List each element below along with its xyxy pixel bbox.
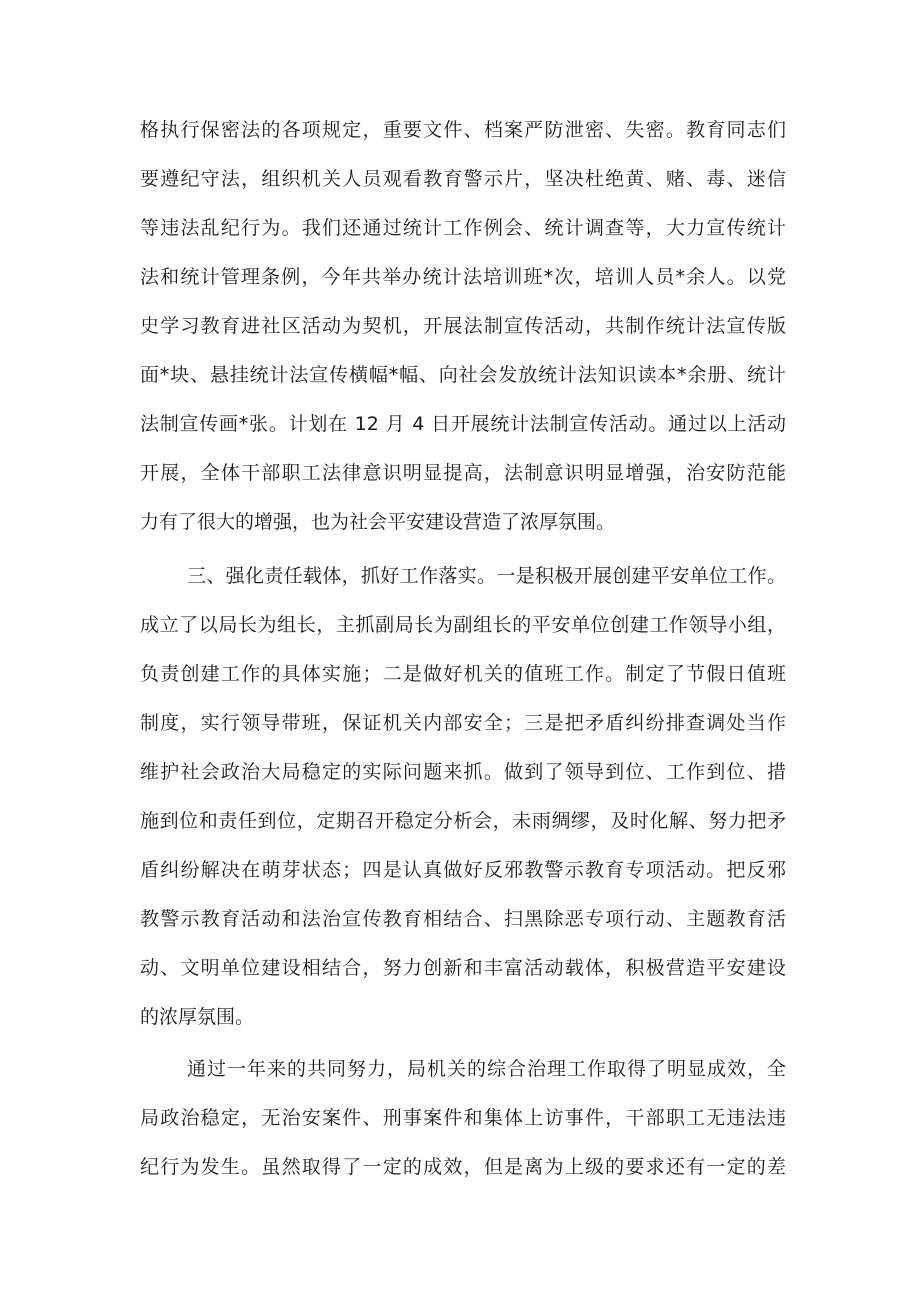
text-line: 制度，实行领导带班，保证机关内部安全；三是把矛盾纠纷排查调处当作 xyxy=(140,712,786,734)
paragraph-summary xyxy=(140,1060,786,1207)
text-line: 法制宣传画*张。计划在 12 月 4 日开展统计法制宣传活动。通过以上活动 xyxy=(140,413,786,435)
text-line: 格执行保密法的各项规定，重要文件、档案严防泄密、失密。教育同志们 xyxy=(140,119,786,141)
text-line: 通过一年来的共同努力，局机关的综合治理工作取得了明显成效，全 xyxy=(187,1058,786,1080)
text-line: 维护社会政治大局稳定的实际问题来抓。做到了领导到位、工作到位、措 xyxy=(140,761,786,783)
text-line: 的浓厚氛围。 xyxy=(140,1006,255,1028)
text-line: 面*块、悬挂统计法宣传横幅*幅、向社会发放统计法知识读本*余册、统计 xyxy=(140,364,786,386)
text-line: 局政治稳定，无治安案件、刑事案件和集体上访事件，干部职工无违法违 xyxy=(140,1107,786,1129)
text-line: 盾纠纷解决在萌芽状态；四是认真做好反邪教警示教育专项活动。把反邪 xyxy=(140,859,786,881)
text-line: 等违法乱纪行为。我们还通过统计工作例会、统计调查等，大力宣传统计 xyxy=(140,217,786,239)
text-line: 力有了很大的增强，也为社会平安建设营造了浓厚氛围。 xyxy=(140,511,616,533)
paragraph-responsibility xyxy=(140,567,786,1057)
text-line: 法和统计管理条例，今年共举办统计法培训班*次，培训人员*余人。以党 xyxy=(140,266,786,288)
text-line: 纪行为发生。虽然取得了一定的成效，但是离为上级的要求还有一定的差 xyxy=(140,1156,786,1178)
text-line: 负责创建工作的具体实施；二是做好机关的值班工作。制定了节假日值班 xyxy=(140,663,786,685)
text-line: 教警示教育活动和法治宣传教育相结合、扫黑除恶专项行动、主题教育活 xyxy=(140,908,786,930)
text-line: 施到位和责任到位，定期召开稳定分析会，未雨绸缪，及时化解、努力把矛 xyxy=(140,810,786,832)
text-line: 开展，全体干部职工法律意识明显提高，法制意识明显增强，治安防范能 xyxy=(140,462,786,484)
paragraph-publicity xyxy=(140,121,786,562)
text-line: 成立了以局长为组长，主抓副局长为副组长的平安单位创建工作领导小组， xyxy=(140,614,786,636)
text-line: 三、强化责任载体，抓好工作落实。一是积极开展创建平安单位工作。 xyxy=(187,565,786,587)
text-line: 要遵纪守法，组织机关人员观看教育警示片，坚决杜绝黄、赌、毒、迷信 xyxy=(140,168,786,190)
text-line: 动、文明单位建设相结合，努力创新和丰富活动载体，积极营造平安建设 xyxy=(140,957,786,979)
text-line: 史学习教育进社区活动为契机，开展法制宣传活动，共制作统计法宣传版 xyxy=(140,315,786,337)
